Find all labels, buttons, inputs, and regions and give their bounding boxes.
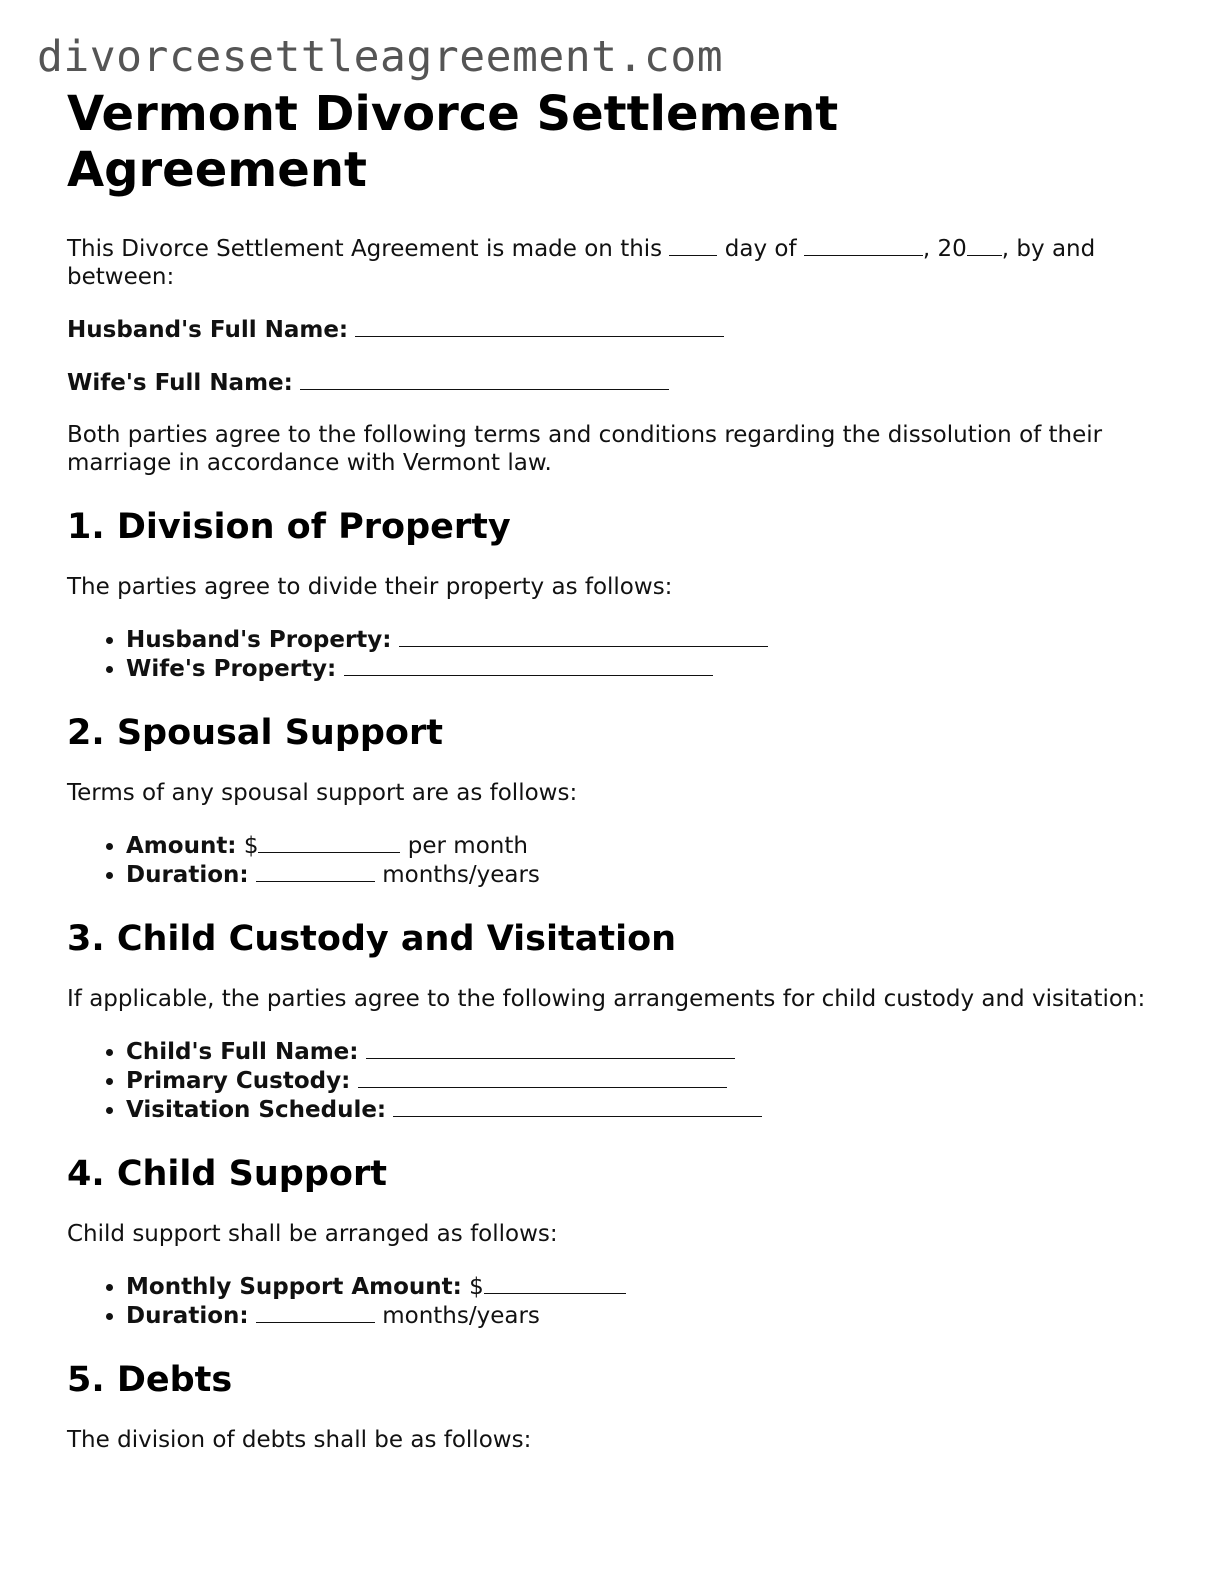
section-debts-heading: 5. Debts <box>67 1360 233 1400</box>
intro-text-1: This Divorce Settlement Agreement is made on this <box>67 236 663 262</box>
currency-symbol: $ <box>469 1274 484 1300</box>
husband-property-blank[interactable] <box>399 625 768 647</box>
property-list <box>67 625 1157 683</box>
section-property-heading: 1. Division of Property <box>67 507 511 547</box>
husband-name-blank[interactable] <box>355 315 724 337</box>
list-item <box>126 1301 1157 1330</box>
currency-symbol: $ <box>243 833 259 859</box>
section-child-support-heading: 4. Child Support <box>67 1154 387 1194</box>
month-blank[interactable] <box>804 234 923 256</box>
wife-property-blank[interactable] <box>344 654 713 676</box>
husband-name-label: Husband's Full Name: <box>67 317 349 343</box>
list-item <box>126 1037 1157 1066</box>
child-support-duration-label: Duration: <box>126 1303 249 1329</box>
visitation-schedule-label: Visitation Schedule: <box>126 1097 387 1123</box>
section-property-intro: The parties agree to divide their property as follows: <box>67 574 673 600</box>
monthly-support-label: Monthly Support Amount: <box>126 1274 462 1300</box>
child-name-blank[interactable] <box>366 1037 735 1059</box>
visitation-schedule-blank[interactable] <box>393 1095 762 1117</box>
child-support-list <box>67 1272 1157 1330</box>
intro-paragraph <box>67 234 1157 291</box>
list-item <box>126 654 1157 683</box>
list-item <box>126 1272 1157 1301</box>
document-body <box>67 86 1157 1454</box>
primary-custody-blank[interactable] <box>358 1066 727 1088</box>
list-item <box>126 1066 1157 1095</box>
list-item <box>126 831 1157 860</box>
day-blank[interactable] <box>669 234 717 256</box>
child-support-duration-blank[interactable] <box>256 1301 375 1323</box>
list-item <box>126 1095 1157 1124</box>
intro-text-3: , 20 <box>922 236 967 262</box>
husband-property-label: Husband's Property: <box>126 627 392 653</box>
document-title: Vermont Divorce Settlement Agreement <box>67 86 839 198</box>
spousal-amount-suffix: per month <box>407 833 528 859</box>
spousal-list <box>67 831 1157 889</box>
year-blank[interactable] <box>967 234 1002 256</box>
wife-name-label: Wife's Full Name: <box>67 370 293 396</box>
husband-name-line <box>67 315 1157 344</box>
custody-list <box>67 1037 1157 1124</box>
section-custody-heading: 3. Child Custody and Visitation <box>67 919 677 959</box>
monthly-support-blank[interactable] <box>484 1272 626 1294</box>
watermark: divorcesettleagreement.com <box>37 32 724 82</box>
wife-name-blank[interactable] <box>300 368 669 390</box>
section-custody-intro: If applicable, the parties agree to the following arrangements for child custody and visitation: <box>67 986 1146 1012</box>
wife-property-label: Wife's Property: <box>126 656 337 682</box>
spousal-amount-blank[interactable] <box>258 831 400 853</box>
spousal-amount-label: Amount: <box>126 833 237 859</box>
agreement-paragraph: Both parties agree to the following terms and conditions regarding the dissolution of their marriage in accordance with Vermont law. <box>67 422 1103 476</box>
section-debts-intro: The division of debts shall be as follows: <box>67 1427 532 1453</box>
section-spousal-intro: Terms of any spousal support are as follows: <box>67 780 578 806</box>
primary-custody-label: Primary Custody: <box>126 1068 351 1094</box>
spousal-duration-blank[interactable] <box>256 860 375 882</box>
child-support-duration-suffix: months/years <box>382 1303 540 1329</box>
section-spousal-heading: 2. Spousal Support <box>67 713 443 753</box>
child-name-label: Child's Full Name: <box>126 1039 359 1065</box>
wife-name-line <box>67 368 1157 397</box>
list-item <box>126 860 1157 889</box>
intro-text-4: , by and between: <box>67 236 1096 290</box>
list-item <box>126 625 1157 654</box>
section-child-support-intro: Child support shall be arranged as follows: <box>67 1221 558 1247</box>
spousal-duration-suffix: months/years <box>382 862 540 888</box>
spousal-duration-label: Duration: <box>126 862 249 888</box>
intro-text-2: day of <box>724 236 797 262</box>
